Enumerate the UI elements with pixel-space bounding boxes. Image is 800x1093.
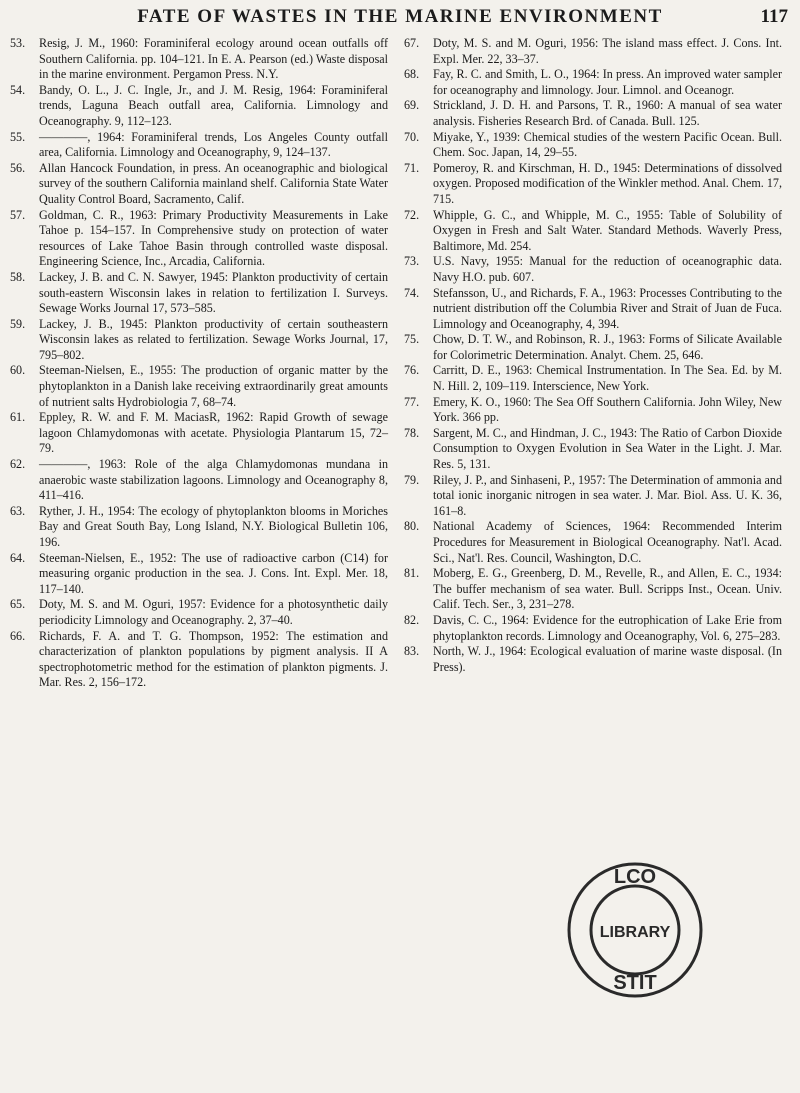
reference-item — [10, 83, 388, 130]
reference-text: Fay, R. C. and Smith, L. O., 1964: In press. An improved water sampler for oceanography and limnology. Jour. Limnol. and Oceanogr. — [433, 67, 782, 97]
reference-number: 65. — [10, 597, 26, 612]
reference-text: U.S. Navy, 1955: Manual for the reduction of oceanographic data. Navy H.O. pub. 607. — [433, 254, 782, 284]
reference-item — [404, 363, 782, 394]
reference-text: Bandy, O. L., J. C. Ingle, Jr., and J. M. Resig, 1964: Foraminiferal trends, Laguna Beach outfall area, California. Limnology and Oceanography. 9, 112–123. — [39, 82, 388, 128]
reference-text: Goldman, C. R., 1963: Primary Productivity Measurements in Lake Tahoe p. 154–157. In Comprehensive study on protection of water resources of Lake Tahoe Basin through controlled waste disposal. Engineering Science, Inc., Arcadia, California. — [39, 207, 388, 269]
reference-number: 56. — [10, 160, 26, 175]
reference-number: 83. — [404, 644, 420, 659]
reference-item — [404, 426, 782, 473]
reference-item — [10, 270, 388, 317]
reference-item — [404, 332, 782, 363]
reference-number: 61. — [10, 410, 26, 425]
reference-text: Allan Hancock Foundation, in press. An oceanographic and biological survey of the southern California mainland shelf. California State Water Quality Control Board, Sacramento, Calif. — [39, 160, 388, 206]
reference-text: Davis, C. C., 1964: Evidence for the eutrophication of Lake Erie from phytoplankton records. Limnology and Oceanography, Vol. 6, 275–283. — [433, 612, 782, 643]
reference-item — [10, 130, 388, 161]
reference-number: 82. — [404, 612, 420, 627]
reference-item — [404, 130, 782, 161]
reference-item — [404, 519, 782, 566]
reference-text: Moberg, E. G., Greenberg, D. M., Revelle, R., and Allen, E. C., 1934: The buffer mechanism of sea water. Bull. Scripps Inst., Ocean. Univ. Calif. Tech. Ser., 3, 231–278. — [433, 566, 782, 612]
reference-item — [10, 317, 388, 364]
reference-item — [404, 36, 782, 67]
reference-item — [10, 551, 388, 598]
reference-item — [10, 363, 388, 410]
reference-text: North, W. J., 1964: Ecological evaluation of marine waste disposal. (In Press). — [433, 644, 782, 674]
reference-text: National Academy of Sciences, 1964: Recommended Interim Procedures for Measurement in Biological Oceanography. Nat'l. Acad. Sci., Nat'l. Res. Council, Washington, D.C. — [433, 519, 782, 565]
running-title: FATE OF WASTES IN THE MARINE ENVIRONMENT — [137, 6, 663, 27]
reference-text: Doty, M. S. and M. Oguri, 1957: Evidence for a photosynthetic daily periodicity Limnology and Oceanography. 2, 37–40. — [39, 597, 388, 627]
reference-number: 64. — [10, 550, 26, 565]
reference-number: 77. — [404, 394, 420, 409]
reference-text: Whipple, G. C., and Whipple, M. C., 1955: Table of Solubility of Oxygen in Fresh and Salt Water. Standard Methods. Waverly Press, Baltimore, Md. 254. — [433, 207, 782, 253]
reference-text: Lackey, J. B., 1945: Plankton productivity of certain southeastern Wisconsin lakes as related to fertilization. Sewage Works Journal, 17, 795–802. — [39, 316, 388, 362]
left-column — [10, 36, 388, 691]
reference-number: 71. — [404, 160, 420, 175]
reference-number: 60. — [10, 363, 26, 378]
reference-item — [404, 67, 782, 98]
page-header — [0, 4, 800, 32]
reference-number: 58. — [10, 269, 26, 284]
reference-item — [404, 208, 782, 255]
reference-number: 74. — [404, 285, 420, 300]
reference-item — [404, 254, 782, 285]
reference-text: Carritt, D. E., 1963: Chemical Instrumentation. In The Sea. Ed. by M. N. Hill. 2, 109–119. Interscience, New York. — [433, 363, 782, 394]
reference-item — [10, 457, 388, 504]
reference-number: 79. — [404, 472, 420, 487]
reference-number: 69. — [404, 98, 420, 113]
reference-text: Lackey, J. B. and C. N. Sawyer, 1945: Plankton productivity of certain south-eastern Wisconsin lakes in relation to fertilization I. Surveys. Sewage Works Journal 17, 573–585. — [39, 269, 388, 316]
reference-item — [404, 644, 782, 675]
reference-text: Eppley, R. W. and F. M. MaciasR, 1962: Rapid Growth of sewage lagoon Chlamydomonas with acetate. Physiologia Plantarum 15, 72–79. — [39, 410, 388, 456]
reference-item — [10, 410, 388, 457]
reference-number: 68. — [404, 67, 420, 82]
reference-text: Stefansson, U., and Richards, F. A., 1963: Processes Contributing to the nutrient distribution off the Columbia River and Strait of Juan de Fuca. Limnology and Oceanography, 4, 394. — [433, 285, 782, 331]
reference-number: 76. — [404, 363, 420, 378]
reference-number: 80. — [404, 519, 420, 534]
stamp-bottom-text: STIT — [613, 972, 657, 994]
reference-text: Steeman-Nielsen, E., 1955: The production of organic matter by the phytoplankton in a Danish lake receiving extraordinarily great amounts of nutrient salts Hydrobiologia 7, 68–74. — [39, 363, 388, 409]
reference-item — [404, 566, 782, 613]
reference-text: Ryther, J. H., 1954: The ecology of phytoplankton blooms in Moriches Bay and Great South Bay, Long Island, N.Y. Biological Bulletin 106, 196. — [39, 503, 388, 549]
stamp-center-text: LIBRARY — [599, 924, 671, 941]
reference-item — [10, 208, 388, 270]
reference-text: Riley, J. P., and Sinhaseni, P., 1957: The Determination of ammonia and total ionic inorganic nitrogen in sea water. J. Mar. Biol. Ass. U. K. 36, 161–8. — [433, 472, 782, 518]
reference-text: Resig, J. M., 1960: Foraminiferal ecology around ocean outfalls off Southern California. pp. 104–121. In E. A. Pearson (ed.) Waste disposal in the marine environment. Pergamon Press. N.Y. — [39, 36, 388, 82]
reference-number: 67. — [404, 36, 420, 50]
reference-text: Doty, M. S. and M. Oguri, 1956: The island mass effect. J. Cons. Int. Expl. Mer. 22, 33–37. — [433, 36, 782, 66]
reference-number: 78. — [404, 425, 420, 440]
reference-number: 81. — [404, 566, 420, 581]
reference-item — [404, 161, 782, 208]
reference-item — [404, 286, 782, 333]
reference-text: ————, 1963: Role of the alga Chlamydomonas mundana in anaerobic waste stabilization lagoons. Limnology and Oceanography 8, 411–416. — [39, 457, 388, 503]
reference-item — [10, 597, 388, 628]
reference-item — [10, 36, 388, 83]
reference-number: 66. — [10, 628, 26, 643]
reference-number: 59. — [10, 316, 26, 331]
reference-number: 72. — [404, 207, 420, 222]
reference-text: Sargent, M. C., and Hindman, J. C., 1943: The Ratio of Carbon Dioxide Consumption to Oxygen Evolution in Sea Water in the Light. J. Mar. Res. 5, 131. — [433, 425, 782, 472]
reference-text: Miyake, Y., 1939: Chemical studies of the western Pacific Ocean. Bull. Chem. Soc. Japan, 14, 29–55. — [433, 129, 782, 160]
reference-text: Chow, D. T. W., and Robinson, R. J., 1963: Forms of Silicate Available for Colorimetric Determination. Analyt. Chem. 25, 646. — [433, 332, 782, 362]
reference-number: 57. — [10, 207, 26, 222]
reference-text: Strickland, J. D. H. and Parsons, T. R., 1960: A manual of sea water analysis. Fisheries Research Brd. of Canada. Bull. 125. — [433, 98, 782, 128]
library-stamp — [560, 855, 710, 1005]
reference-item — [10, 161, 388, 208]
reference-item — [404, 98, 782, 129]
reference-number: 55. — [10, 129, 26, 144]
reference-text: Richards, F. A. and T. G. Thompson, 1952: The estimation and characterization of plankton populations by pigment analysis. II A spectrophotometric method for the estimation of plankton pigments. J. Mar. Res. 2, 156–172. — [39, 628, 388, 690]
page-number: 117 — [760, 6, 788, 27]
stamp-top-text: LCO — [613, 866, 657, 888]
reference-number: 62. — [10, 457, 26, 472]
reference-number: 63. — [10, 503, 26, 518]
reference-item — [404, 473, 782, 520]
reference-item — [10, 504, 388, 551]
reference-number: 54. — [10, 82, 26, 97]
reference-number: 73. — [404, 254, 420, 269]
reference-number: 70. — [404, 129, 420, 144]
reference-number: 53. — [10, 36, 26, 50]
reference-number: 75. — [404, 332, 420, 347]
right-column — [404, 36, 782, 675]
reference-text: Steeman-Nielsen, E., 1952: The use of radioactive carbon (C14) for measuring organic production in the sea. J. Cons. Int. Expl. Mer. 18, 117–140. — [39, 550, 388, 596]
reference-item — [10, 629, 388, 691]
reference-text: Emery, K. O., 1960: The Sea Off Southern California. John Wiley, New York. 366 pp. — [433, 394, 782, 425]
reference-text: ————, 1964: Foraminiferal trends, Los Angeles County outfall area, California. Limnology and Oceanography, 9, 124–137. — [39, 129, 388, 160]
reference-item — [404, 395, 782, 426]
reference-item — [404, 613, 782, 644]
reference-text: Pomeroy, R. and Kirschman, H. D., 1945: Determinations of dissolved oxygen. Proposed modification of the Winkler method. Anal. Chem. 17, 715. — [433, 160, 782, 206]
